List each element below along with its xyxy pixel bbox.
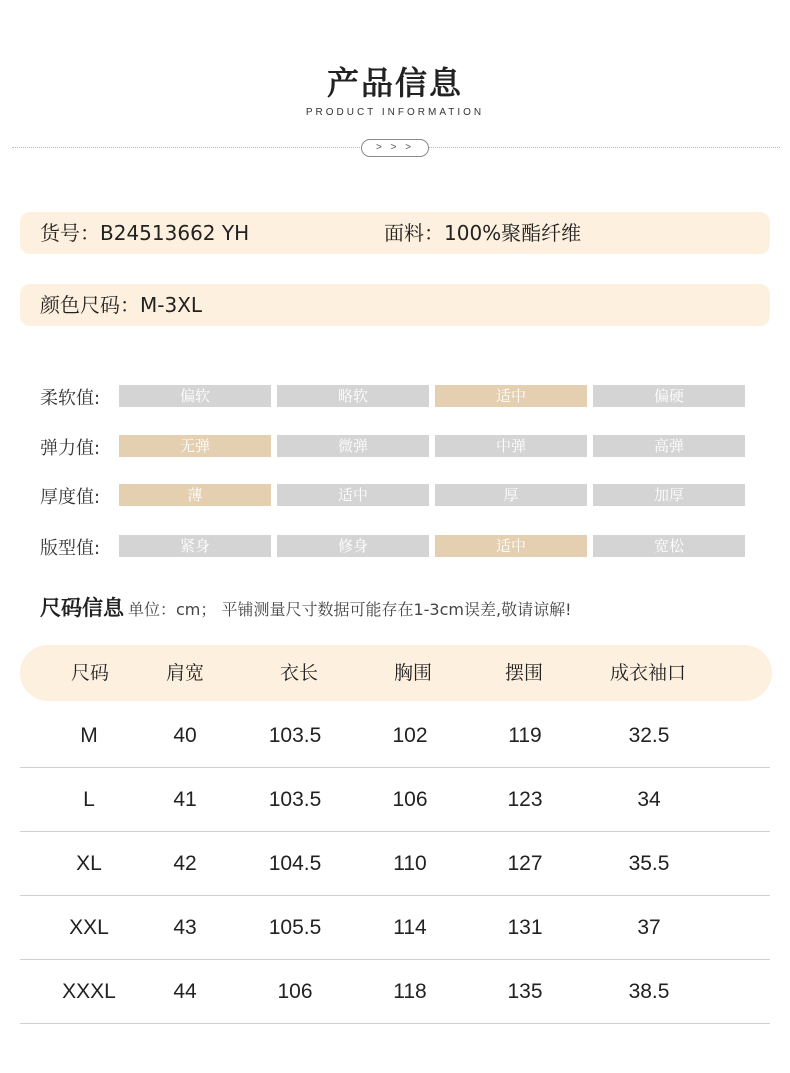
attribute-option: 偏软: [119, 385, 271, 407]
size-table-header: [20, 645, 772, 701]
item-number-label: 货号：: [40, 221, 100, 245]
divider-left: [12, 147, 362, 148]
fabric-label: 面料：: [384, 221, 444, 245]
table-row: [20, 960, 770, 1024]
attribute-option: 适中: [277, 484, 429, 506]
attribute-option: 加厚: [593, 484, 745, 506]
attribute-option-selected: 无弹: [119, 435, 271, 457]
table-cell: 32.5: [628, 724, 670, 747]
table-cell: 131: [507, 916, 543, 939]
table-cell: 35.5: [628, 852, 670, 875]
table-cell: 114: [393, 916, 427, 939]
attribute-option: 微弹: [277, 435, 429, 457]
table-cell: M: [80, 724, 98, 747]
column-header: 衣长: [279, 662, 319, 684]
table-cell: 110: [393, 852, 427, 875]
attribute-option: 紧身: [119, 535, 271, 557]
attribute-option: 高弹: [593, 435, 745, 457]
table-cell: XXL: [69, 916, 109, 939]
attribute-label: 版型值:: [40, 538, 101, 559]
table-cell: 106: [392, 788, 428, 811]
attribute-option: 厚: [435, 484, 587, 506]
column-header: 尺码: [70, 662, 110, 684]
table-cell: 102: [392, 724, 428, 747]
table-cell: 118: [393, 980, 427, 1003]
table-cell: XL: [76, 852, 102, 875]
attribute-label: 柔软值:: [40, 388, 101, 409]
table-cell: 38.5: [628, 980, 670, 1003]
table-cell: 119: [508, 724, 542, 747]
info-bar-color-size: [20, 284, 770, 326]
attribute-option: 宽松: [593, 535, 745, 557]
column-header: 胸围: [393, 662, 433, 684]
table-cell: 106: [277, 980, 313, 1003]
table-cell: 43: [173, 916, 197, 939]
attribute-option: 修身: [277, 535, 429, 557]
attribute-label: 厚度值:: [40, 487, 101, 508]
table-row: [20, 704, 770, 768]
attribute-label: 弹力值:: [40, 438, 101, 459]
attribute-option: 偏硬: [593, 385, 745, 407]
table-row: [20, 832, 770, 896]
table-cell: 40: [173, 724, 197, 747]
page-subtitle: PRODUCT INFORMATION: [305, 107, 485, 118]
table-cell: 44: [173, 980, 197, 1003]
table-row: [20, 768, 770, 832]
table-cell: 105.5: [268, 916, 322, 939]
table-row: [20, 896, 770, 960]
table-cell: 103.5: [268, 788, 322, 811]
table-cell: 34: [637, 788, 661, 811]
table-cell: 135: [507, 980, 543, 1003]
size-info-heading: [40, 592, 572, 622]
table-cell: 41: [173, 788, 197, 811]
column-header: 成衣袖口: [609, 662, 687, 684]
item-number-value: B24513662 YH: [100, 221, 250, 245]
size-info-note: 单位：cm； 平铺测量尺寸数据可能存在1-3cm误差,敬请谅解!: [128, 600, 572, 619]
table-cell: 123: [507, 788, 543, 811]
attribute-option: 中弹: [435, 435, 587, 457]
color-size-value: M-3XL: [140, 293, 203, 317]
table-cell: 42: [173, 852, 197, 875]
item-number: [40, 212, 249, 254]
arrows-pill: > > >: [361, 139, 429, 157]
table-cell: 37: [637, 916, 661, 939]
column-header: 摆围: [504, 662, 544, 684]
divider-right: [428, 147, 780, 148]
fabric: [384, 212, 581, 254]
column-header: 肩宽: [165, 662, 205, 684]
info-bar-item-fabric: [20, 212, 770, 254]
table-cell: 104.5: [268, 852, 322, 875]
table-cell: 127: [507, 852, 543, 875]
page-title: 产品信息: [326, 64, 463, 102]
fabric-value: 100%聚酯纤维: [444, 221, 582, 245]
table-cell: XXXL: [62, 980, 116, 1003]
attribute-option: 略软: [277, 385, 429, 407]
color-size: [40, 284, 202, 326]
color-size-label: 颜色尺码：: [40, 293, 140, 317]
attribute-option-selected: 薄: [119, 484, 271, 506]
attribute-option-selected: 适中: [435, 535, 587, 557]
attribute-option-selected: 适中: [435, 385, 587, 407]
table-cell: 103.5: [268, 724, 322, 747]
size-info-title: 尺码信息: [40, 596, 124, 620]
table-cell: L: [83, 788, 95, 811]
